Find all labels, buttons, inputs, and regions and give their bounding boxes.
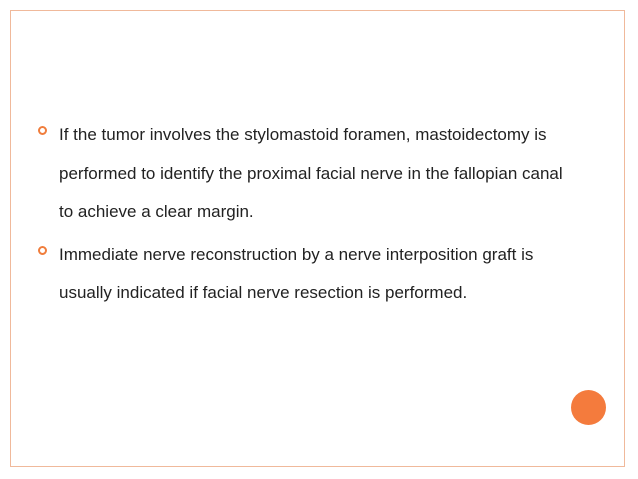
decorative-circle bbox=[571, 390, 606, 425]
bullet-item-2 bbox=[38, 236, 578, 313]
bullet-item-1 bbox=[38, 116, 578, 232]
bullet-ring-icon bbox=[38, 126, 47, 135]
bullet-ring-icon bbox=[38, 246, 47, 255]
bullet-text-2: Immediate nerve reconstruction by a nerve interposition graft is usually indicated if facial nerve resection is performed. bbox=[59, 244, 534, 302]
bullet-text-1: If the tumor involves the stylomastoid foramen, mastoidectomy is performed to identify the proximal facial nerve in the fallopian canal to achieve a clear margin. bbox=[59, 125, 563, 221]
bullet-list bbox=[38, 116, 578, 317]
